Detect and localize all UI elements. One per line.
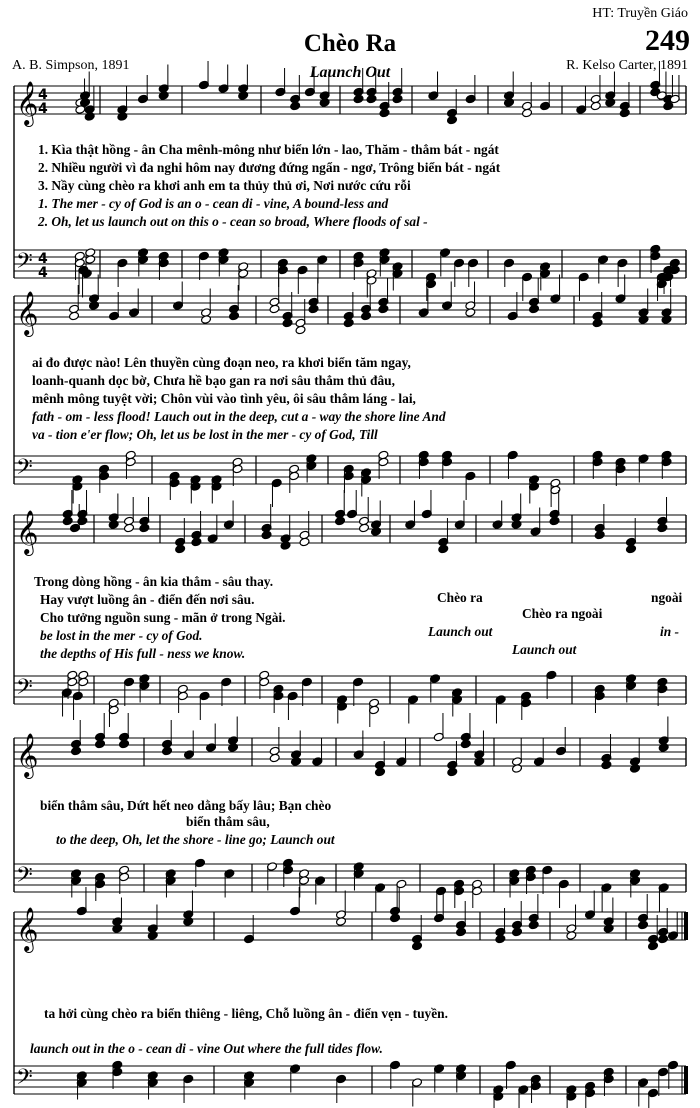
note-head bbox=[512, 764, 523, 774]
note-head bbox=[139, 523, 150, 533]
note-head bbox=[657, 523, 668, 533]
note-head bbox=[549, 516, 560, 526]
note-head bbox=[474, 757, 485, 767]
bass-clef-icon: 𝄢 bbox=[16, 455, 33, 485]
note-head bbox=[228, 743, 239, 753]
note-head bbox=[522, 108, 533, 118]
final-bar-line bbox=[684, 1066, 688, 1094]
treble-clef-icon: 𝄞 bbox=[16, 733, 39, 777]
note-head bbox=[238, 91, 249, 101]
note-head bbox=[392, 94, 403, 104]
time-signature-icon: 4 bbox=[38, 101, 48, 117]
treble-clef-icon: 𝄞 bbox=[16, 907, 39, 951]
note-head bbox=[201, 315, 212, 325]
note-head bbox=[456, 927, 467, 937]
note-head bbox=[269, 304, 280, 314]
lyric-line: loanh-quanh dọc bờ, Chưa hề bạo gan ra nơi sâu thẳm thủ đâu, bbox=[32, 373, 395, 388]
note-head bbox=[390, 913, 401, 923]
note-head bbox=[605, 98, 616, 108]
note-head bbox=[626, 544, 637, 554]
note-head bbox=[108, 520, 119, 530]
note-head bbox=[638, 920, 649, 930]
note-head bbox=[590, 101, 601, 111]
lyric-line: Cho tưởng nguồn sung - mãn ở trong Ngài. bbox=[40, 610, 286, 625]
refrain-lyric: ngoài bbox=[651, 590, 683, 605]
treble-clef-icon: 𝄞 bbox=[16, 510, 39, 554]
note-head bbox=[291, 757, 302, 767]
note-head bbox=[603, 924, 614, 934]
note-head bbox=[379, 108, 390, 118]
lyric-line: 2. Oh, let us launch out on this o - cean so broad, Where floods of sal - bbox=[38, 214, 428, 229]
lyric-line: 1. The mer - cy of God is an o - cean di - vine, A bound-less and bbox=[38, 196, 389, 211]
note-head bbox=[438, 544, 449, 554]
time-signature-icon: 4 bbox=[38, 251, 48, 267]
note-head bbox=[504, 98, 515, 108]
note-head bbox=[619, 108, 630, 118]
note-head bbox=[290, 101, 301, 111]
note-head bbox=[336, 917, 347, 927]
note-head bbox=[319, 98, 330, 108]
treble-clef-icon: 𝄞 bbox=[16, 291, 39, 335]
lyric-line: biển thẳm sâu, Dứt hết neo dằng bấy lâu; Bạn chèo bbox=[40, 798, 332, 813]
note-head bbox=[412, 941, 423, 951]
hymn-title: Chèo Ra bbox=[303, 30, 397, 57]
lyric-line: launch out in the o - cean di - vine Out where the full tides flow. bbox=[30, 1041, 383, 1056]
note-head bbox=[147, 931, 158, 941]
hymn-subtitle: Launch Out bbox=[309, 64, 391, 81]
lyric-line: 1. Kìa thật hồng - ân Cha mênh-mông như biển lớn - lao, Thăm - thẳm bát - ngát bbox=[38, 142, 499, 157]
refrain-lyric: in - bbox=[660, 624, 679, 639]
bass-clef-icon: 𝄢 bbox=[16, 675, 33, 705]
note-head bbox=[361, 311, 372, 321]
note-head bbox=[299, 537, 310, 547]
note-head bbox=[465, 308, 476, 318]
note-head bbox=[528, 920, 539, 930]
note-head bbox=[658, 743, 669, 753]
note-head bbox=[353, 94, 364, 104]
refrain-lyric: Launch out bbox=[512, 642, 577, 657]
note-head bbox=[447, 767, 458, 777]
note-head bbox=[371, 527, 382, 537]
note-head bbox=[592, 318, 603, 328]
treble-clef-icon: 𝄞 bbox=[16, 81, 39, 125]
note-head bbox=[71, 746, 82, 756]
note-head bbox=[89, 301, 100, 311]
composer-credit: R. Kelso Carter, 1891 bbox=[566, 58, 688, 73]
note-head bbox=[366, 94, 377, 104]
note-head bbox=[162, 746, 173, 756]
lyric-line: mênh mông tuyệt vời; Chôn vùi vào tình yêu, ôi sâu thẳm láng - lai, bbox=[32, 391, 416, 406]
note-head bbox=[158, 91, 169, 101]
note-head bbox=[77, 516, 88, 526]
note-head bbox=[630, 764, 641, 774]
note-head bbox=[117, 112, 128, 122]
note-head bbox=[601, 760, 612, 770]
note-head bbox=[495, 934, 506, 944]
lyric-line: Hay vượt luồng ân - điển đến nơi sâu. bbox=[40, 592, 255, 607]
note-head bbox=[378, 304, 389, 314]
note-head bbox=[282, 318, 293, 328]
note-head bbox=[261, 530, 272, 540]
hymn-category: HT: Truyền Giáo bbox=[592, 6, 688, 21]
lyric-line: ai đo được nào! Lên thuyền cùng đoạn neo, ra khơi biển tăm ngay, bbox=[32, 355, 411, 370]
bass-clef-icon: 𝄢 bbox=[16, 863, 33, 893]
note-head bbox=[295, 325, 306, 335]
note-head bbox=[280, 541, 291, 551]
note-head bbox=[460, 739, 471, 749]
lyric-line: be lost in the mer - cy of God. bbox=[40, 628, 203, 643]
note-head bbox=[648, 941, 659, 951]
note-head bbox=[119, 739, 130, 749]
note-head bbox=[511, 520, 522, 530]
note-head bbox=[269, 753, 280, 763]
time-signature-icon: 4 bbox=[38, 87, 48, 103]
note-head bbox=[566, 931, 577, 941]
note-head bbox=[175, 544, 186, 554]
lyric-line: fath - om - less flood! Lauch out in the deep, cut a - way the shore line And bbox=[32, 409, 446, 424]
lyric-line: 3. Nầy cùng chèo ra khơi anh em ta thủy thủ ơi, Nơi nước cứu rỗi bbox=[38, 178, 411, 193]
lyric-line: biển thẳm sâu, bbox=[186, 814, 270, 829]
lyric-line: Trong dòng hồng - ân kia thẳm - sâu thay. bbox=[34, 574, 274, 589]
note-head bbox=[658, 934, 669, 944]
final-bar-line bbox=[684, 912, 688, 940]
note-head bbox=[512, 927, 523, 937]
lyric-line: the depths of His full - ness we know. bbox=[40, 646, 246, 661]
lyric-line: to the deep, Oh, let the shore - line go; Launch out bbox=[56, 832, 335, 847]
bass-clef-icon: 𝄢 bbox=[16, 1065, 33, 1095]
time-signature-icon: 4 bbox=[38, 265, 48, 281]
bass-clef-icon: 𝄢 bbox=[16, 249, 33, 279]
note-head bbox=[124, 523, 135, 533]
note-head bbox=[183, 917, 194, 927]
hymn-number: 249 bbox=[645, 24, 690, 57]
note-head bbox=[335, 516, 346, 526]
refrain-lyric: Chèo ra bbox=[437, 590, 483, 605]
note-head bbox=[229, 311, 240, 321]
note-head bbox=[308, 304, 319, 314]
note-head bbox=[84, 112, 95, 122]
note-head bbox=[638, 315, 649, 325]
lyric-line: 2. Nhiều người vì đa nghi hôm nay đương đứng ngẩn - ngơ, Trông biển bát - ngát bbox=[38, 160, 501, 175]
note-head bbox=[529, 304, 540, 314]
lyric-line: va - tion e'er flow; Oh, let us be lost in the mer - cy of God, Till bbox=[32, 427, 378, 442]
note-head bbox=[375, 767, 386, 777]
refrain-lyric: Launch out bbox=[428, 624, 493, 639]
note-head bbox=[594, 530, 605, 540]
note-head bbox=[62, 516, 73, 526]
note-head bbox=[447, 115, 458, 125]
note-head bbox=[359, 523, 370, 533]
refrain-lyric: Chèo ra ngoài bbox=[522, 606, 603, 621]
note-head bbox=[95, 739, 106, 749]
note-head bbox=[661, 315, 672, 325]
lyric-line: ta hởi cùng chèo ra biển thiêng - liêng, Chỗ luồng ân - điển vẹn - tuyền. bbox=[44, 1006, 448, 1021]
note-head bbox=[343, 318, 354, 328]
note-head bbox=[112, 924, 123, 934]
note-head bbox=[191, 537, 202, 547]
note-head bbox=[69, 311, 80, 321]
lyricist-credit: A. B. Simpson, 1891 bbox=[12, 58, 130, 73]
